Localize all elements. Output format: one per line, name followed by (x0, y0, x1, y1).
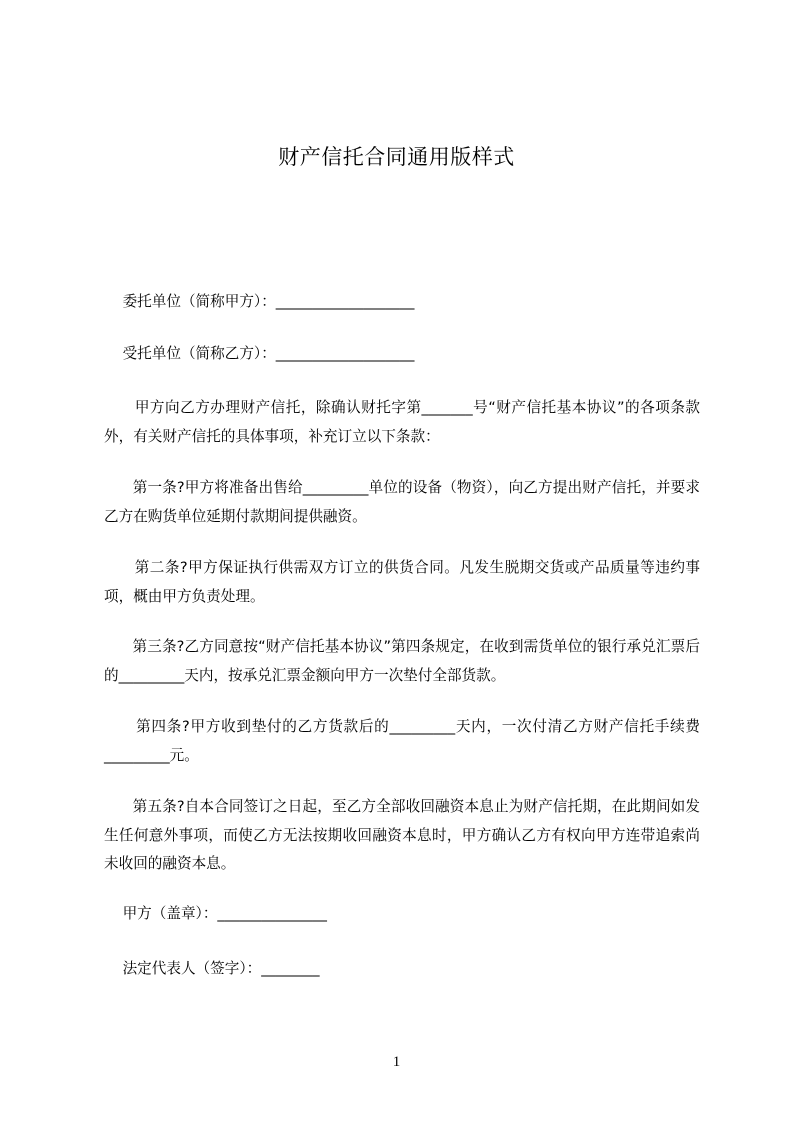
party-a-seal-line: 甲方（盖章）：_______________ (104, 905, 327, 922)
intro-paragraph: 甲方向乙方办理财产信托，除确认财托字第_______号“财产信托基本协议”的各项条款外，有关财产信托的具体事项，补充订立以下条款： (104, 399, 701, 445)
article-4: 第四条?甲方收到垫付的乙方货款后的_________天内，一次付清乙方财产信托手续费_________元。 (104, 718, 700, 764)
principal-party-line: 委托单位（简称甲方）：___________________ (104, 293, 415, 310)
page-number: 1 (392, 1054, 401, 1070)
article-5: 第五条?自本合同签订之日起，至乙方全部收回融资本息止为财产信托期，在此期间如发生任何意外事项，而使乙方无法按期收回融资本息时，甲方确认乙方有权向甲方连带追索尚未收回的融资本息。 (104, 798, 700, 872)
trustee-party-line: 受托单位（简称乙方）：___________________ (104, 345, 415, 362)
article-3: 第三条?乙方同意按“财产信托基本协议”第四条规定，在收到需货单位的银行承兑汇票后的_________天内，按承兑汇票金额向甲方一次垫付全部货款。 (104, 638, 700, 684)
document-title: 财产信托合同通用版样式 (278, 145, 515, 169)
article-1: 第一条?甲方将准备出售给_________单位的设备（物资），向乙方提出财产信托，并要求乙方在购货单位延期付款期间提供融资。 (104, 479, 701, 525)
legal-representative-line: 法定代表人（签字）：________ (104, 960, 320, 977)
article-2: 第二条?甲方保证执行供需双方订立的供货合同。凡发生脱期交货或产品质量等违约事项，概由甲方负责处理。 (104, 559, 700, 605)
